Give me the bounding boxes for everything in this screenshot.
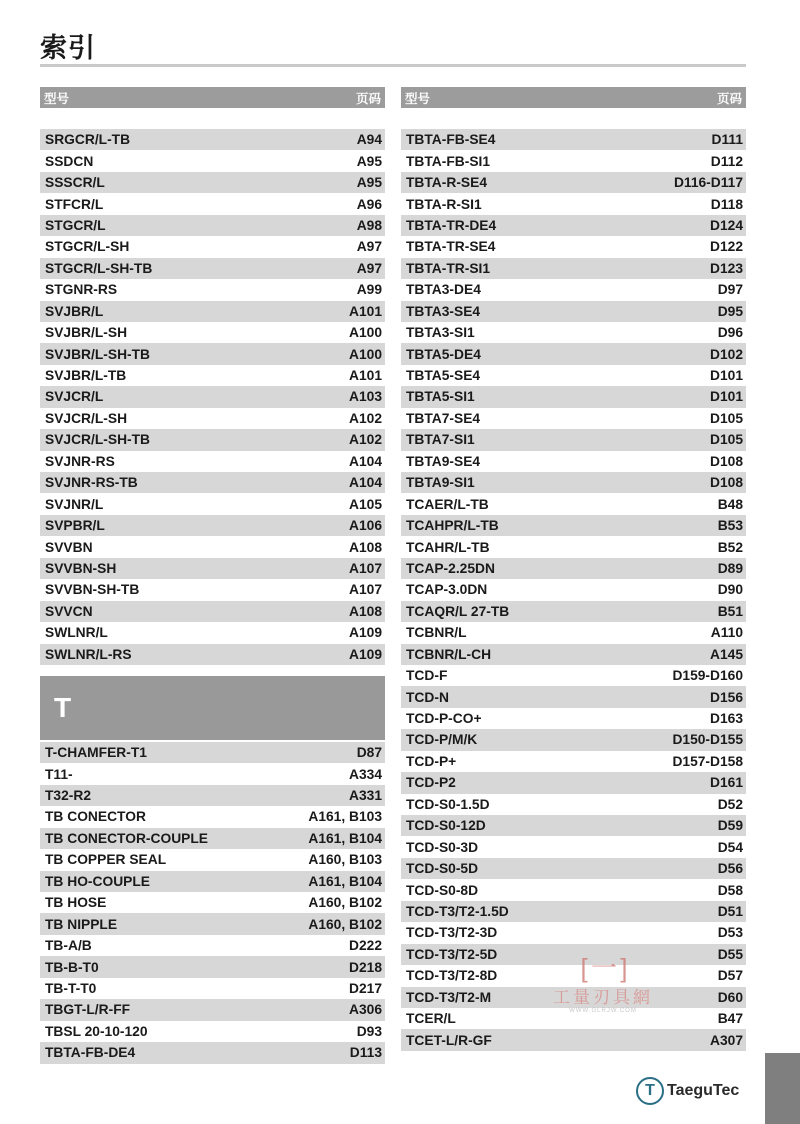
index-row xyxy=(401,279,746,300)
model-name: T11- xyxy=(45,766,73,782)
model-name: TBTA3-SI1 xyxy=(406,325,475,341)
index-row xyxy=(40,493,385,514)
page-ref: D108 xyxy=(710,475,743,491)
index-row xyxy=(40,150,385,171)
index-row xyxy=(401,493,746,514)
model-name: T-CHAMFER-T1 xyxy=(45,745,147,761)
page-ref: A105 xyxy=(349,496,382,512)
page-ref: A97 xyxy=(356,260,382,276)
index-row xyxy=(40,279,385,300)
model-name: TCD-S0-12D xyxy=(406,818,486,834)
page-ref: D118 xyxy=(710,196,743,212)
model-name: TCER/L xyxy=(406,1011,456,1027)
page-ref: A102 xyxy=(349,432,382,448)
model-name: TBSL 20-10-120 xyxy=(45,1023,148,1039)
page-ref: D102 xyxy=(710,346,743,362)
page-ref: D55 xyxy=(717,946,743,962)
page-ref: D159-D160 xyxy=(672,668,743,684)
model-name: TB HOSE xyxy=(45,895,107,911)
index-row xyxy=(401,622,746,643)
model-name: TB COPPER SEAL xyxy=(45,852,167,868)
index-row xyxy=(40,193,385,214)
page-ref: D96 xyxy=(717,325,743,341)
model-name: SVJBR/L-TB xyxy=(45,368,127,384)
index-row xyxy=(401,815,746,836)
index-row xyxy=(40,785,385,806)
page-ref: A109 xyxy=(349,646,382,662)
page-ref: D105 xyxy=(710,432,743,448)
model-name: TBTA-TR-DE4 xyxy=(406,217,497,233)
model-name: TBGT-L/R-FF xyxy=(45,1002,131,1018)
index-row xyxy=(40,558,385,579)
index-row xyxy=(401,386,746,407)
page-ref: A104 xyxy=(349,475,382,491)
model-name: TCD-P2 xyxy=(406,775,456,791)
page-title: 索引 xyxy=(40,33,96,64)
index-row xyxy=(40,978,385,999)
index-row xyxy=(40,871,385,892)
column-header xyxy=(40,87,385,108)
index-row xyxy=(40,913,385,934)
page-ref: A103 xyxy=(349,389,382,405)
page-ref: A95 xyxy=(356,153,382,169)
brand-logo xyxy=(636,1076,739,1106)
page-ref: A334 xyxy=(349,766,382,782)
index-row xyxy=(401,879,746,900)
brand-logo-icon: T xyxy=(636,1077,664,1105)
model-name: TBTA7-SE4 xyxy=(406,410,481,426)
index-row xyxy=(401,579,746,600)
index-row xyxy=(401,236,746,257)
index-row xyxy=(40,365,385,386)
index-row xyxy=(40,236,385,257)
page-ref: D54 xyxy=(717,839,743,855)
page-ref: B53 xyxy=(717,518,743,534)
model-name: TCD-S0-1.5D xyxy=(406,796,490,812)
index-row xyxy=(401,343,746,364)
index-row xyxy=(40,536,385,557)
model-name: STGNR-RS xyxy=(45,282,118,298)
page-ref: D124 xyxy=(710,217,743,233)
page-ref: A97 xyxy=(356,239,382,255)
model-name: TCD-T3/T2-3D xyxy=(406,925,498,941)
index-row xyxy=(401,322,746,343)
model-name: TBTA9-SE4 xyxy=(406,453,481,469)
page-ref: A161, B104 xyxy=(308,873,382,889)
model-name: T32-R2 xyxy=(45,788,92,804)
model-name: TB-B-T0 xyxy=(45,959,99,975)
page-ref: D95 xyxy=(717,303,743,319)
index-row xyxy=(40,1021,385,1042)
model-name: TBTA7-SI1 xyxy=(406,432,475,448)
page-ref: D87 xyxy=(356,745,382,761)
page-ref: D113 xyxy=(349,1045,382,1061)
model-name: STGCR/L xyxy=(45,217,106,233)
page-ref: B51 xyxy=(717,603,743,619)
model-name: TCD-F xyxy=(406,668,448,684)
page-ref: A306 xyxy=(349,1002,382,1018)
index-list xyxy=(401,129,746,1051)
model-name: TCD-S0-8D xyxy=(406,882,479,898)
model-name: STFCR/L xyxy=(45,196,104,212)
page-ref: B47 xyxy=(717,1011,743,1027)
page-ref: D58 xyxy=(717,882,743,898)
watermark-text: 工量刃具網 xyxy=(553,988,653,1008)
model-name: SWLNR/L xyxy=(45,625,108,641)
page-ref: D97 xyxy=(717,282,743,298)
index-row xyxy=(401,601,746,622)
page-ref: A102 xyxy=(349,410,382,426)
index-row xyxy=(40,601,385,622)
model-name: TB NIPPLE xyxy=(45,916,118,932)
index-row xyxy=(401,922,746,943)
index-row xyxy=(40,1042,385,1063)
model-name: TBTA3-SE4 xyxy=(406,303,481,319)
index-row xyxy=(40,429,385,450)
page-ref: D156 xyxy=(710,689,743,705)
model-name: SVJNR-RS-TB xyxy=(45,475,138,491)
index-row xyxy=(40,172,385,193)
model-name: TCAER/L-TB xyxy=(406,496,489,512)
model-name: TB HO-COUPLE xyxy=(45,873,151,889)
index-row xyxy=(401,772,746,793)
page-ref: D56 xyxy=(717,861,743,877)
page-ref: D150-D155 xyxy=(672,732,743,748)
index-row xyxy=(40,935,385,956)
page-ref: A331 xyxy=(349,788,382,804)
page-ref: A100 xyxy=(349,325,382,341)
model-name: SVJBR/L-SH-TB xyxy=(45,346,151,362)
page-ref: A108 xyxy=(349,603,382,619)
model-name: SVPBR/L xyxy=(45,518,105,534)
page-ref: A161, B104 xyxy=(308,830,382,846)
model-name: TB-A/B xyxy=(45,938,92,954)
index-row xyxy=(401,129,746,150)
index-row xyxy=(401,901,746,922)
page-ref: D108 xyxy=(710,453,743,469)
page-header: 页码 xyxy=(716,90,742,106)
page-ref: A108 xyxy=(349,539,382,555)
index-row xyxy=(401,686,746,707)
index-row xyxy=(401,536,746,557)
model-name: SVJNR/L xyxy=(45,496,104,512)
index-row xyxy=(40,258,385,279)
page-edge-tab xyxy=(765,1053,800,1124)
page-ref: D123 xyxy=(710,260,743,276)
index-row xyxy=(401,258,746,279)
page-ref: D222 xyxy=(349,938,382,954)
model-name: TB-T-T0 xyxy=(45,980,97,996)
index-row xyxy=(401,472,746,493)
page-ref: B52 xyxy=(717,539,743,555)
model-name: TCBNR/L xyxy=(406,625,467,641)
column-header xyxy=(401,87,746,108)
page-ref: D93 xyxy=(356,1023,382,1039)
page-ref: A145 xyxy=(710,646,743,662)
model-name: TCAP-3.0DN xyxy=(406,582,488,598)
page-ref: D53 xyxy=(717,925,743,941)
page-ref: D122 xyxy=(710,239,743,255)
index-row xyxy=(40,742,385,763)
index-row xyxy=(401,408,746,429)
page-ref: D57 xyxy=(717,968,743,984)
index-row xyxy=(401,215,746,236)
model-name: TCD-T3/T2-M xyxy=(406,989,492,1005)
index-row xyxy=(40,386,385,407)
page-ref: A98 xyxy=(356,217,382,233)
model-name: TCAHPR/L-TB xyxy=(406,518,499,534)
index-column-right xyxy=(401,87,746,1051)
index-row xyxy=(401,836,746,857)
page-ref: A101 xyxy=(349,303,382,319)
page-ref: D112 xyxy=(710,153,743,169)
page-ref: A109 xyxy=(349,625,382,641)
index-row xyxy=(40,806,385,827)
index-row xyxy=(401,193,746,214)
page-ref: D157-D158 xyxy=(672,753,743,769)
model-name: TCD-T3/T2-1.5D xyxy=(406,903,509,919)
index-row xyxy=(401,644,746,665)
page-ref: A160, B102 xyxy=(308,895,382,911)
index-row xyxy=(40,215,385,236)
page-ref: A94 xyxy=(356,132,382,148)
model-name: TCD-S0-5D xyxy=(406,861,479,877)
page-ref: A307 xyxy=(710,1032,743,1048)
page-ref: D163 xyxy=(710,711,743,727)
index-row xyxy=(40,472,385,493)
page-ref: A106 xyxy=(349,518,382,534)
page-ref: D89 xyxy=(717,560,743,576)
page-ref: A160, B102 xyxy=(308,916,382,932)
index-row xyxy=(40,644,385,665)
index-row xyxy=(40,301,385,322)
page-header: 页码 xyxy=(355,90,381,106)
model-name: TCD-T3/T2-5D xyxy=(406,946,498,962)
model-name: TBTA-R-SI1 xyxy=(406,196,482,212)
index-row xyxy=(40,828,385,849)
page-ref: A100 xyxy=(349,346,382,362)
index-row xyxy=(40,763,385,784)
watermark-logo-icon: [ 一 ] xyxy=(580,953,626,983)
page-ref: A160, B103 xyxy=(308,852,382,868)
index-row xyxy=(401,665,746,686)
page-ref: D51 xyxy=(717,903,743,919)
index-row xyxy=(401,751,746,772)
page-ref: D60 xyxy=(717,989,743,1005)
index-row xyxy=(401,429,746,450)
model-name: TBTA-TR-SI1 xyxy=(406,260,491,276)
index-row xyxy=(40,999,385,1020)
page-ref: A107 xyxy=(349,582,382,598)
model-name: SSSCR/L xyxy=(45,175,105,191)
model-header: 型号 xyxy=(44,90,70,106)
model-name: STGCR/L-SH xyxy=(45,239,130,255)
model-name: SVVBN xyxy=(45,539,93,555)
page-ref: A96 xyxy=(356,196,382,212)
page-ref: D101 xyxy=(710,368,743,384)
model-name: TCD-T3/T2-8D xyxy=(406,968,498,984)
page-ref: D161 xyxy=(710,775,743,791)
index-row xyxy=(40,408,385,429)
index-row xyxy=(401,365,746,386)
model-name: SRGCR/L-TB xyxy=(45,132,131,148)
brand-name: TaeguTec xyxy=(667,1082,740,1099)
page-ref: A95 xyxy=(356,175,382,191)
index-row xyxy=(401,729,746,750)
model-name: TBTA5-DE4 xyxy=(406,346,481,362)
index-row xyxy=(40,622,385,643)
model-name: SVVCN xyxy=(45,603,93,619)
page-ref: D217 xyxy=(349,980,382,996)
model-name: TCD-P+ xyxy=(406,753,457,769)
model-name: TCAQR/L 27-TB xyxy=(406,603,510,619)
model-name: SVJCR/L-SH xyxy=(45,410,128,426)
page-ref: A104 xyxy=(349,453,382,469)
index-row xyxy=(401,558,746,579)
model-name: TBTA-FB-SI1 xyxy=(406,153,491,169)
model-name: TBTA-TR-SE4 xyxy=(406,239,496,255)
model-name: TCD-N xyxy=(406,689,449,705)
model-name: SSDCN xyxy=(45,153,94,169)
page-ref: D90 xyxy=(717,582,743,598)
page-ref: A161, B103 xyxy=(308,809,382,825)
model-header: 型号 xyxy=(405,90,431,106)
page-ref: A110 xyxy=(710,625,743,641)
page-ref: A99 xyxy=(356,282,382,298)
index-row xyxy=(40,515,385,536)
model-name: TBTA-FB-DE4 xyxy=(45,1045,136,1061)
model-name: TCBNR/L-CH xyxy=(406,646,492,662)
index-list xyxy=(40,129,385,665)
page-ref: D59 xyxy=(717,818,743,834)
index-row xyxy=(401,794,746,815)
model-name: SVVBN-SH xyxy=(45,560,117,576)
model-name: TBTA9-SI1 xyxy=(406,475,475,491)
index-row xyxy=(401,1029,746,1050)
model-name: SVJCR/L-SH-TB xyxy=(45,432,151,448)
page-ref: D105 xyxy=(710,410,743,426)
index-row xyxy=(401,515,746,536)
index-row xyxy=(401,150,746,171)
model-name: TB CONECTOR-COUPLE xyxy=(45,830,209,846)
model-name: TBTA3-DE4 xyxy=(406,282,481,298)
model-name: TCAP-2.25DN xyxy=(406,560,495,576)
page-ref: D116-D117 xyxy=(673,175,743,191)
model-name: TBTA5-SI1 xyxy=(406,389,475,405)
model-name: TBTA-R-SE4 xyxy=(406,175,487,191)
model-name: TBTA5-SE4 xyxy=(406,368,481,384)
model-name: SVJNR-RS xyxy=(45,453,115,469)
index-row xyxy=(40,956,385,977)
model-name: SVJBR/L xyxy=(45,303,104,319)
model-name: TCD-P/M/K xyxy=(406,732,478,748)
page-ref: A101 xyxy=(349,368,382,384)
index-row xyxy=(40,129,385,150)
model-name: SVVBN-SH-TB xyxy=(45,582,140,598)
page-ref: D111 xyxy=(711,132,743,148)
model-name: SVJBR/L-SH xyxy=(45,325,128,341)
page-ref: D101 xyxy=(710,389,743,405)
index-row xyxy=(401,858,746,879)
index-row xyxy=(40,579,385,600)
model-name: TCD-S0-3D xyxy=(406,839,479,855)
index-row xyxy=(40,322,385,343)
model-name: TCET-L/R-GF xyxy=(406,1032,492,1048)
index-row xyxy=(401,708,746,729)
page-ref: A107 xyxy=(349,560,382,576)
section-letter: T xyxy=(54,691,72,723)
model-name: SVJCR/L xyxy=(45,389,104,405)
model-name: TBTA-FB-SE4 xyxy=(406,132,496,148)
page-ref: B48 xyxy=(717,496,743,512)
index-column-left xyxy=(40,87,385,1064)
title-divider xyxy=(40,64,746,67)
index-row xyxy=(401,172,746,193)
page-ref: D218 xyxy=(349,959,382,975)
model-name: TB CONECTOR xyxy=(45,809,146,825)
model-name: TCD-P-CO+ xyxy=(406,711,482,727)
model-name: SWLNR/L-RS xyxy=(45,646,132,662)
index-row xyxy=(40,343,385,364)
section-letter-t xyxy=(40,676,385,740)
index-row xyxy=(40,451,385,472)
watermark-url: WWW.GLRJW.COM xyxy=(569,1008,637,1014)
page-ref: D52 xyxy=(717,796,743,812)
index-row xyxy=(401,451,746,472)
index-list xyxy=(40,742,385,1064)
index-row xyxy=(40,849,385,870)
index-row xyxy=(40,892,385,913)
model-name: STGCR/L-SH-TB xyxy=(45,260,153,276)
index-row xyxy=(401,301,746,322)
model-name: TCAHR/L-TB xyxy=(406,539,490,555)
watermark xyxy=(538,948,668,1014)
